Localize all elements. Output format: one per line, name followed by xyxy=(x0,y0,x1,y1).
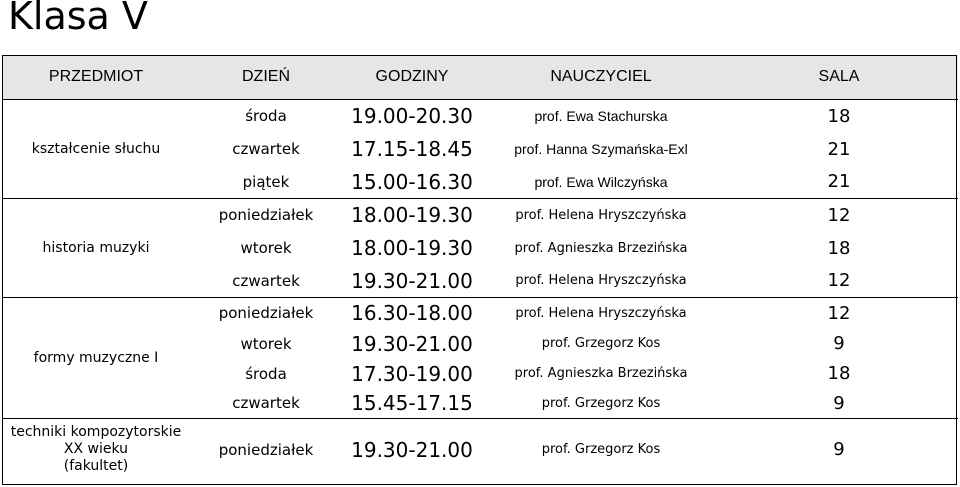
room-cell: 9 xyxy=(833,333,845,354)
table-row xyxy=(2,419,958,481)
teacher-cell: prof. Grzegorz Kos xyxy=(541,336,661,351)
day-cell: poniedziałek xyxy=(190,419,342,481)
room-cell: 18 xyxy=(827,237,851,259)
header-room: SALA xyxy=(720,55,958,100)
day-cell: wtorek xyxy=(240,334,292,353)
hours-cell: 15.00-16.30 xyxy=(351,169,473,194)
hours-cell: 16.30-18.00 xyxy=(342,298,482,329)
day-cell: poniedziałek xyxy=(190,199,342,232)
teacher-cell: prof. Ewa Stachurska xyxy=(482,100,720,133)
table-row xyxy=(2,199,958,232)
subject-cell: historia muzyki xyxy=(2,199,190,298)
teacher-cell: prof. Agnieszka Brzezińska xyxy=(514,240,688,256)
hours-cell: 17.15-18.45 xyxy=(351,137,473,161)
teacher-cell: prof. Hanna Szymańska-Exl xyxy=(514,141,688,157)
day-cell: wtorek xyxy=(240,239,292,257)
subject-cell xyxy=(2,419,190,481)
hours-cell: 19.30-21.00 xyxy=(342,419,482,481)
room-cell: 18 xyxy=(720,100,958,133)
subject-line: techniki kompozytorskie xyxy=(10,424,182,441)
room-cell: 12 xyxy=(720,199,958,232)
day-cell: czwartek xyxy=(232,140,300,158)
hours-cell: 15.45-17.15 xyxy=(351,391,473,416)
subject-cell: kształcenie słuchu xyxy=(2,100,190,199)
room-cell: 12 xyxy=(720,298,958,329)
hours-cell: 18.00-19.30 xyxy=(351,236,473,260)
hours-cell: 19.30-21.00 xyxy=(351,268,473,293)
day-cell: piątek xyxy=(242,172,290,191)
teacher-cell: prof. Helena Hryszczyńska xyxy=(482,199,720,232)
header-teacher: NAUCZYCIEL xyxy=(482,55,720,100)
room-cell: 18 xyxy=(827,363,851,384)
room-cell: 21 xyxy=(827,138,851,160)
room-cell: 21 xyxy=(827,171,851,193)
day-cell: środa xyxy=(190,100,342,133)
table-row xyxy=(2,298,958,329)
hours-cell: 19.30-21.00 xyxy=(351,331,473,356)
subject-cell: formy muzyczne I xyxy=(2,298,190,419)
teacher-cell: prof. Helena Hryszczyńska xyxy=(482,298,720,329)
page-title: Klasa V xyxy=(8,0,148,38)
hours-cell: 17.30-19.00 xyxy=(351,361,473,386)
room-cell: 12 xyxy=(827,270,851,292)
room-cell: 9 xyxy=(720,419,958,481)
hours-cell: 18.00-19.30 xyxy=(342,199,482,232)
schedule-table xyxy=(2,55,958,481)
day-cell: poniedziałek xyxy=(190,298,342,329)
day-cell: środa xyxy=(245,364,287,383)
teacher-cell: prof. Grzegorz Kos xyxy=(482,419,720,481)
teacher-cell: prof. Grzegorz Kos xyxy=(541,395,661,411)
header-day: DZIEŃ xyxy=(190,55,342,100)
hours-cell: 19.00-20.30 xyxy=(342,100,482,133)
table-row xyxy=(2,100,958,133)
header-hours: GODZINY xyxy=(342,55,482,100)
teacher-cell: prof. Agnieszka Brzezińska xyxy=(514,366,688,381)
teacher-cell: prof. Helena Hryszczyńska xyxy=(515,273,687,289)
header-subject: PRZEDMIOT xyxy=(2,55,190,100)
room-cell: 9 xyxy=(833,392,845,414)
teacher-cell: prof. Ewa Wilczyńska xyxy=(534,173,668,190)
subject-line: (fakultet) xyxy=(63,458,129,475)
day-cell: czwartek xyxy=(232,271,300,290)
day-cell: czwartek xyxy=(232,394,300,413)
subject-line: XX wieku xyxy=(63,441,129,458)
header-row xyxy=(2,55,958,100)
